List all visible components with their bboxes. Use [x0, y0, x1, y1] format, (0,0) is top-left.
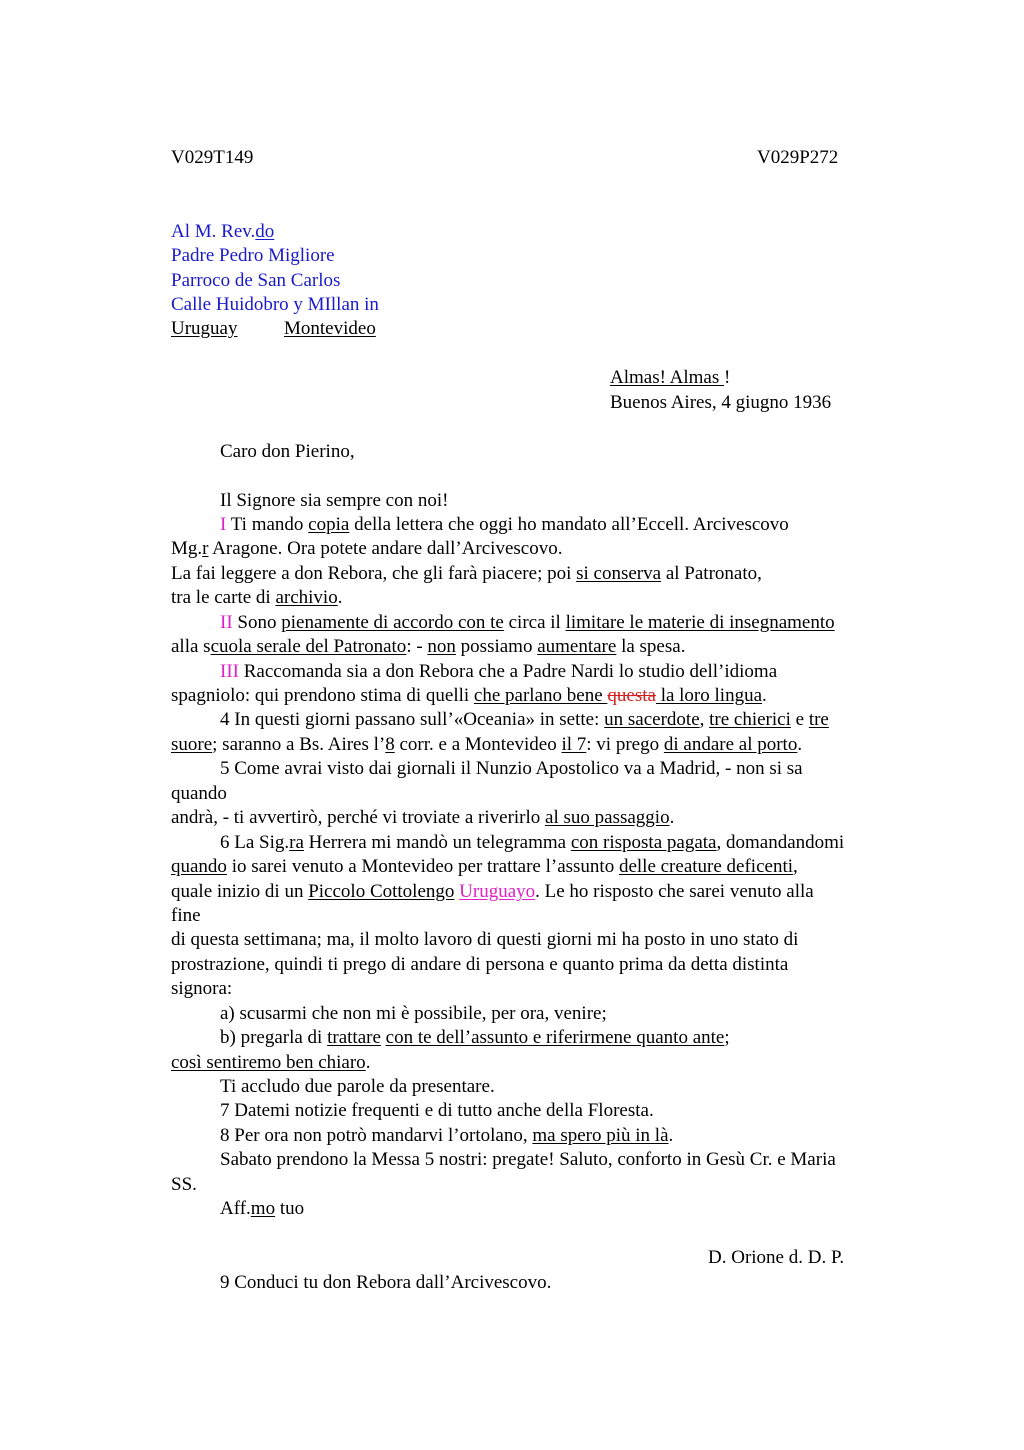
paragraph-1-line-3: La fai leggere a don Rebora, che gli farà piacere; poi si conserva al Patronato,	[171, 563, 762, 584]
paragraph-5-line-1: 5 Come avrai visto dai giornali il Nunzio Apostolico va a Madrid, - non si sa	[220, 758, 803, 779]
closing-affectionately: Aff.mo tuo	[220, 1198, 305, 1219]
paragraph-6-line-5: di questa settimana; ma, il molto lavoro di questi giorni mi ha posto in uno stato di	[171, 929, 799, 950]
paragraph-2-line-2: alla scuola serale del Patronato: - non possiamo aumentare la spesa.	[171, 636, 686, 657]
paragraph-2-line-1: II Sono pienamente di accordo con te circa il limitare le materie di insegnamento	[220, 612, 835, 633]
paragraph-5-line-2: quando	[171, 783, 227, 804]
paragraph-3-line-2: spagniolo: qui prendono stima di quelli che parlano bene questa la loro lingua.	[171, 685, 767, 706]
closing-line-1: Sabato prendono la Messa 5 nostri: pregate! Saluto, conforto in Gesù Cr. e Maria	[220, 1149, 836, 1170]
paragraph-1-line-1: I Ti mando copia della lettera che oggi ho mandato all’Eccell. Arcivescovo	[220, 514, 789, 535]
address-line-3: Parroco de San Carlos	[171, 270, 341, 291]
greeting: Il Signore sia sempre con noi!	[220, 490, 449, 511]
paragraph-6-line-2: quando io sarei venuto a Montevideo per trattare l’assunto delle creature deficenti,	[171, 856, 798, 877]
paragraph-1-line-2: Mg.r Aragone. Ora potete andare dall’Arcivescovo.	[171, 538, 563, 559]
salutation: Caro don Pierino,	[220, 441, 355, 462]
signature: D. Orione d. D. P.	[708, 1247, 845, 1268]
paragraph-6-line-1: 6 La Sig.ra Herrera mi mandò un telegramma con risposta pagata, domandandomi	[220, 832, 845, 853]
closing-line-2: SS.	[171, 1174, 197, 1195]
address-line-2: Padre Pedro Migliore	[171, 245, 335, 266]
paragraph-1-line-4: tra le carte di archivio.	[171, 587, 343, 608]
document-code-right: V029P272	[757, 147, 839, 168]
paragraph-7: 7 Datemi notizie frequenti e di tutto anche della Floresta.	[220, 1100, 654, 1121]
address-line-4: Calle Huidobro y MIllan in	[171, 294, 379, 315]
address-country: Uruguay	[171, 318, 238, 339]
place-date: Buenos Aires, 4 giugno 1936	[610, 392, 832, 413]
paragraph-6-line-4: fine	[171, 905, 201, 926]
paragraph-8: 8 Per ora non potrò mandarvi l’ortolano, ma spero più in là.	[220, 1125, 674, 1146]
address-line-1: Al M. Rev.do	[171, 221, 275, 242]
struck-word: questa	[607, 685, 656, 706]
postscript: 9 Conduci tu don Rebora dall’Arcivescovo.	[220, 1272, 552, 1293]
paragraph-3-line-1: III Raccomanda sia a don Rebora che a Padre Nardi lo studio dell’idioma	[220, 661, 778, 682]
paragraph-6-line-3: quale inizio di un Piccolo Cottolengo Uruguayo. Le ho risposto che sarei venuto alla	[171, 881, 814, 902]
list-item-b: b) pregarla di trattare con te dell’assunto e riferirmene quanto ante;	[220, 1027, 730, 1048]
list-item-a: a) scusarmi che non mi è possibile, per ora, venire;	[220, 1003, 607, 1024]
paragraph-6-line-10: così sentiremo ben chiaro.	[171, 1052, 371, 1073]
paragraph-6-line-7: signora:	[171, 978, 233, 999]
paragraph-4-line-2: suore; saranno a Bs. Aires l’8 corr. e a Montevideo il 7: vi prego di andare al porto.	[171, 734, 803, 755]
motto: Almas! Almas !	[610, 367, 731, 388]
paragraph-6-line-6: prostrazione, quindi ti prego di andare di persona e quanto prima da detta distinta	[171, 954, 789, 975]
address-city: Montevideo	[284, 318, 376, 339]
document-code-left: V029T149	[171, 147, 254, 168]
paragraph-6-line-11: Ti accludo due parole da presentare.	[220, 1076, 495, 1097]
paragraph-4-line-1: 4 In questi giorni passano sull’«Oceania» in sette: un sacerdote, tre chierici e tre	[220, 709, 829, 730]
paragraph-5-line-3: andrà, - ti avvertirò, perché vi troviate a riverirlo al suo passaggio.	[171, 807, 675, 828]
